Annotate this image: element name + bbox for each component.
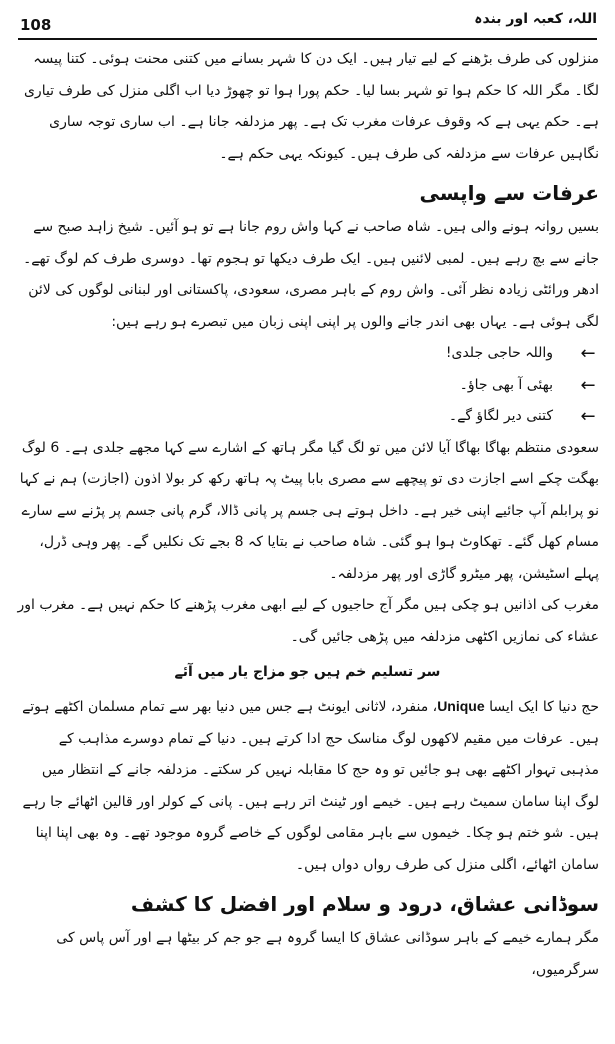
page-content [16, 44, 599, 1044]
list-item [16, 370, 597, 402]
latin-word: Unique [437, 698, 485, 714]
list-item-text: بھئی آ بھی جاؤ۔ [459, 376, 553, 393]
header-rule [18, 38, 597, 40]
poetry-verse [16, 657, 599, 687]
hajj-text-rest: ، منفرد، لاثانی ایونٹ ہے جس میں دنیا بھر سے تمام مسلمان اکٹھے ہوتے ہیں۔ عرفات میں مقیم لاکھوں لوگ مناسک حج ادا کرتے ہیں۔ دنیا کے تمام دوسرے مذاہب کے مذہبی تہوار اکٹھے بھی ہو جائیں تو وہ حج کا مقابلہ نہیں کر سکتے۔ مزدلفہ جانے کے انتظار میں لوگ اپنا سامان سمیٹ رہے ہیں۔ خیمے اور ٹینٹ اتر رہے ہیں۔ پانی کے کولر اور قالین اٹھائے جا رہے ہیں۔ شو ختم ہو چکا۔ خیموں سے باہر مقامی لوگوں کے خاصے گروہ موجود تھے۔ وہ بھی اپنا اپنا سامان اٹھائے، اگلی منزل کی طرف رواں دواں ہیں۔ [22, 699, 599, 873]
left-arrow-icon: ← [580, 406, 596, 427]
sudanese-paragraph: مگر ہمارے خیمے کے باہر سوڈانی عشاق کا ایسا گروہ ہے جو جم کر بیٹھا ہے اور آس پاس کی سرگرمیوں، [56, 930, 599, 978]
left-arrow-icon: ← [580, 374, 596, 396]
comments-list [16, 338, 599, 433]
page-number: 108 [20, 16, 52, 34]
intro-paragraph: منزلوں کی طرف بڑھنے کے لیے تیار ہیں۔ ایک دن کا شہر بسانے میں کتنی محنت ہوئی۔ کتنا پیسہ لگا۔ مگر اللہ کا حکم ہوا تو شہر بسا لیا۔ حکم پورا ہوا تو چھوڑ دیا اب اگلی منزل کی طرف تیاری ہے۔ حکم یہی ہے کہ وقوف عرفات مغرب تک ہے۔ پھر مزدلفہ جانا ہے۔ اب ساری توجہ ساری نگاہیں عرفات سے مزدلفہ کی طرف ہیں۔ کیونکہ یہی حکم ہے۔ [23, 51, 599, 162]
maghrib-paragraph: مغرب کی اذانیں ہو چکی ہیں مگر آج حاجیوں کے لیے ابھی مغرب پڑھنے کا حکم نہیں ہے۔ مغرب اور عشاء کی نمازیں اکٹھی مزدلفہ میں پڑھی جائیں گی۔ [17, 597, 599, 645]
hajj-event-paragraph [16, 691, 599, 881]
list-item-text: واللہ حاجی جلدی! [445, 345, 553, 361]
list-item [16, 401, 597, 433]
list-item-text: کتنی دیر لگاؤ گے۔ [448, 408, 553, 424]
list-item [16, 338, 597, 370]
verse-text: سر تسلیم خم ہیں جو مزاج یار میں آئے [174, 664, 441, 680]
washroom-paragraph: بسیں روانہ ہونے والی ہیں۔ شاہ صاحب نے کہا واش روم جانا ہے تو ہو آئیں۔ شیخ زاہد صبح سے جانے سے بچ رہے ہیں۔ لمبی لائنیں ہیں۔ ایک طرف دیکھا تو ہجوم تھا۔ دوسری طرف کم لوگ تھے۔ ادھر ورائٹی زیادہ نظر آئی۔ واش روم کے باہر مصری، سعودی، پاکستانی اور لبنانی لوگوں کی لائن لگی ہوئی ہے۔ یہاں بھی اندر جانے والوں پر اپنی اپنی زبان میں تبصرے ہو رہے ہیں: [23, 219, 599, 330]
saudi-organizer-paragraph: سعودی منتظم بھاگا بھاگا آیا لائن میں تو لگ گیا مگر ہاتھ کے اشارے سے کہا مجھے جلدی ہے۔ 6 لوگ بھگت چکے اسے اجازت دی تو پیچھے سے مصری بابا پیٹ پہ ہاتھ رکھ کر بولا اذون (اجازت) ہم نے کہا نو پرابلم آپ جائیے اپنی خیر ہے۔ داخل ہوتے ہی جسم پر پانی ڈالا، گرم پانی جسم پر پڑنے سے سارے مسام کھل گئے۔ تھکاوٹ ہوا ہو گئی۔ شاہ صاحب نے بتایا کہ 8 بجے تک نکلیں گے۔ پھر وہی ڈرل، پہلے اسٹیشن، پھر میٹرو گاڑی اور پھر مزدلفہ۔ [19, 439, 599, 582]
hajj-text-start: حج دنیا کا ایک ایسا [484, 699, 599, 715]
left-arrow-icon: ← [580, 343, 596, 364]
running-title: اللہ، کعبہ اور بندہ [474, 11, 597, 27]
section-heading-sudanese-lovers: سوڈانی عشاق، درود و سلام اور افضل کا کشف [130, 892, 599, 916]
section-heading-return-from-arafat: عرفات سے واپسی [419, 181, 599, 205]
